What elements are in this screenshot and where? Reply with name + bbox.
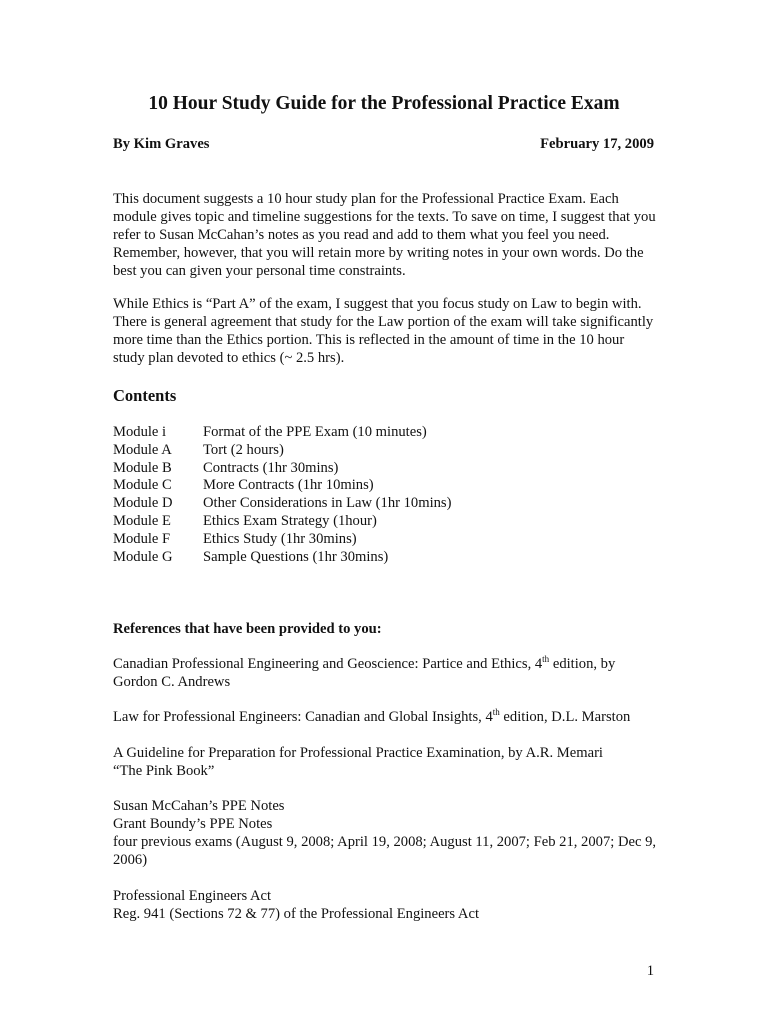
reference-andrews (113, 655, 658, 691)
reference-text: Canadian Professional Engineering and Geoscience: Partice and Ethics, 4 (113, 656, 543, 672)
module-row (113, 423, 658, 441)
reference-text: edition, D.L. Marston (499, 709, 631, 725)
reference-memari (113, 744, 658, 780)
module-id: Module D (113, 495, 173, 512)
page-number: 1 (646, 963, 654, 979)
module-description: Ethics Exam Strategy (1hour) (203, 512, 377, 529)
reference-marston (113, 708, 658, 726)
references-heading: References that have been provided to you: (113, 621, 382, 637)
reference-line: Susan McCahan’s PPE Notes (113, 798, 285, 814)
module-description: Other Considerations in Law (1hr 10mins) (203, 495, 452, 512)
reference-line: four previous exams (August 9, 2008; April 19, 2008; August 11, 2007; Feb 21, 2007; Dec 9, 2006) (113, 834, 657, 868)
module-id: Module F (113, 530, 171, 547)
module-description: Tort (2 hours) (203, 441, 284, 458)
module-row (113, 548, 658, 566)
reference-line: “The Pink Book” (113, 763, 215, 779)
intro-paragraph-2: While Ethics is “Part A” of the exam, I suggest that you focus study on Law to begin with. There is general agreement that study for the Law portion of the exam will take significantly more time than the Ethics portion. This is reflected in the amount of time in the 10 hour study plan devoted to ethics (~ 2.5 hrs). (113, 296, 654, 366)
module-id: Module E (113, 512, 171, 529)
author: By Kim Graves (113, 136, 210, 152)
intro-paragraph-1: This document suggests a 10 hour study plan for the Professional Practice Exam. Each module gives topic and timeline suggestions for the texts. To save on time, I suggest that you refer to Susan McCahan’s notes as you read and add to them what you feel you need. Remember, however, that you will retain more by writing notes in your own words. Do the best you can given your personal time constraints. (113, 191, 656, 279)
module-id: Module B (113, 459, 172, 476)
module-description: Format of the PPE Exam (10 minutes) (203, 424, 427, 440)
contents-heading: Contents (113, 386, 177, 405)
reference-line: Reg. 941 (Sections 72 & 77) of the Professional Engineers Act (113, 906, 479, 922)
reference-line: Professional Engineers Act (113, 888, 272, 904)
module-row (113, 459, 658, 477)
ordinal-superscript: th (492, 707, 500, 717)
document-title: 10 Hour Study Guide for the Professional Practice Exam (148, 93, 620, 114)
module-id: Module G (113, 548, 173, 565)
module-list (113, 423, 658, 565)
module-row (113, 476, 658, 494)
module-row (113, 530, 658, 548)
module-description: Sample Questions (1hr 30mins) (203, 548, 389, 565)
module-row (113, 512, 658, 530)
date: February 17, 2009 (540, 136, 654, 152)
reference-act (113, 887, 658, 923)
reference-line: A Guideline for Preparation for Professional Practice Examination, by A.R. Memari (113, 745, 603, 761)
reference-notes (113, 797, 658, 869)
module-id: Module i (113, 424, 167, 440)
ordinal-superscript: th (542, 654, 550, 664)
module-description: Ethics Study (1hr 30mins) (203, 530, 357, 547)
module-id: Module C (113, 477, 172, 494)
reference-text: edition, by Gordon C. Andrews (113, 656, 616, 690)
reference-text: Law for Professional Engineers: Canadian and Global Insights, 4 (113, 709, 493, 725)
reference-line: Grant Boundy’s PPE Notes (113, 816, 273, 832)
module-row (113, 494, 658, 512)
module-row (113, 441, 658, 459)
module-description: Contracts (1hr 30mins) (203, 459, 339, 476)
module-description: More Contracts (1hr 10mins) (203, 477, 374, 494)
byline (113, 135, 654, 153)
module-id: Module A (113, 441, 172, 458)
